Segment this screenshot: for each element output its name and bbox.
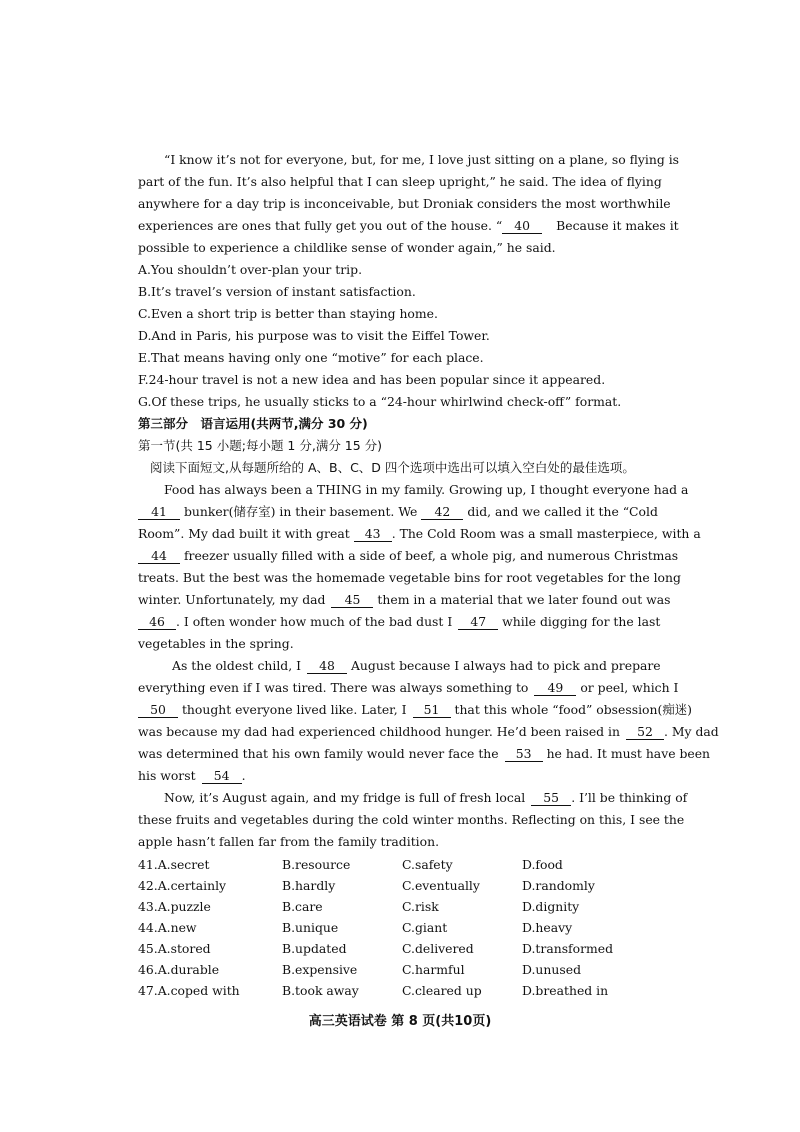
option-43-a: 43.A.puzzle (138, 899, 211, 914)
option-42-d: D.randomly (522, 878, 595, 893)
choice-c: C.Even a short trip is better than staying home. (138, 306, 438, 321)
passage-line: anywhere for a day trip is inconceivable, but Droniak considers the most worthwhile (138, 196, 671, 211)
cloze-line: everything even if I was tired. There was always something to 49 or peel, which I (138, 680, 679, 695)
choice-b: B.It’s travel’s version of instant satisfaction. (138, 284, 416, 299)
blank-42: 42 (421, 505, 463, 520)
blank-45: 45 (331, 593, 373, 608)
cloze-line: As the oldest child, I 48 August because I always had to pick and prepare (172, 658, 661, 673)
cloze-line: 41 bunker(储存室) in their basement. We 42 did, and we called it the “Cold (138, 504, 653, 520)
blank-50: 50 (138, 703, 178, 718)
option-46-b: B.expensive (282, 962, 358, 977)
blank-40: 40 (502, 219, 542, 234)
blank-47: 47 (458, 615, 498, 630)
option-46-c: C.harmful (402, 962, 465, 977)
cloze-line: treats. But the best was the homemade vegetable bins for root vegetables for the long (138, 570, 681, 585)
option-41-c: C.safety (402, 857, 453, 872)
option-44-c: C.giant (402, 920, 448, 935)
blank-41: 41 (138, 505, 180, 520)
blank-43: 43 (354, 527, 392, 542)
blank-53: 53 (505, 747, 543, 762)
option-47-c: C.cleared up (402, 983, 482, 998)
blank-51: 51 (413, 703, 451, 718)
blank-48: 48 (307, 659, 347, 674)
choice-e: E.That means having only one “motive” for each place. (138, 350, 484, 365)
option-41-b: B.resource (282, 857, 351, 872)
part3-header: 第三部分 语言运用(共两节,满分 30 分) (138, 416, 368, 431)
choice-a: A.You shouldn’t over-plan your trip. (138, 262, 363, 277)
cloze-line: Food has always been a THING in my family. Growing up, I thought everyone had a (164, 482, 689, 497)
option-43-b: B.care (282, 899, 323, 914)
cloze-line: 44 freezer usually filled with a side of beef, a whole pig, and numerous Christmas (138, 548, 653, 564)
option-41-d: D.food (522, 857, 563, 872)
cloze-line: 50 thought everyone lived like. Later, I 51 that this whole “food” obsession(痴迷) (138, 702, 653, 718)
cloze-line: Room”. My dad built it with great 43 . The Cold Room was a small masterpiece, with a (138, 526, 701, 541)
option-46-a: 46.A.durable (138, 962, 220, 977)
cloze-line: these fruits and vegetables during the cold winter months. Reflecting on this, I see the (138, 812, 685, 827)
instructions: 阅读下面短文,从每题所给的 A、B、C、D 四个选项中选出可以填入空白处的最佳选项。 (150, 460, 635, 475)
option-47-a: 47.A.coped with (138, 983, 240, 998)
option-44-d: D.heavy (522, 920, 573, 935)
blank-54: 54 (202, 769, 242, 784)
blank-49: 49 (534, 681, 576, 696)
option-45-b: B.updated (282, 941, 347, 956)
cloze-line: apple hasn’t fallen far from the family tradition. (138, 834, 440, 849)
cloze-line: Now, it’s August again, and my fridge is full of fresh local 55 . I’ll be thinking of (164, 790, 688, 805)
blank-55: 55 (531, 791, 571, 806)
passage-line: experiences are ones that fully get you out of the house. “ 40 Because it makes it (138, 218, 679, 233)
passage-line: possible to experience a childlike sense of wonder again,” he said. (138, 240, 556, 255)
option-44-a: 44.A.new (138, 920, 197, 935)
passage-line: part of the fun. It’s also helpful that I can sleep upright,” he said. The idea of flying (138, 174, 662, 189)
cloze-line: 46 . I often wonder how much of the bad dust I 47 while digging for the last (138, 614, 653, 630)
option-42-a: 42.A.certainly (138, 878, 227, 893)
option-42-c: C.eventually (402, 878, 480, 893)
blank-46: 46 (138, 615, 176, 630)
choice-f: F.24-hour travel is not a new idea and has been popular since it appeared. (138, 372, 606, 387)
section1-header: 第一节(共 15 小题;每小题 1 分,满分 15 分) (138, 438, 383, 453)
option-43-d: D.dignity (522, 899, 580, 914)
option-46-d: D.unused (522, 962, 581, 977)
cloze-line: his worst 54 . (138, 768, 246, 783)
option-47-d: D.breathed in (522, 983, 609, 998)
option-45-d: D.transformed (522, 941, 614, 956)
option-45-a: 45.A.stored (138, 941, 211, 956)
blank-44: 44 (138, 549, 180, 564)
cloze-line: was because my dad had experienced childhood hunger. He’d been raised in 52 . My dad (138, 724, 719, 739)
choice-g: G.Of these trips, he usually sticks to a “24-hour whirlwind check-off” format. (138, 394, 622, 409)
option-43-c: C.risk (402, 899, 439, 914)
passage-line: “I know it’s not for everyone, but, for me, I love just sitting on a plane, so flying is (164, 152, 680, 167)
blank-52: 52 (626, 725, 664, 740)
option-47-b: B.took away (282, 983, 359, 998)
option-41-a: 41.A.secret (138, 857, 210, 872)
cloze-line: winter. Unfortunately, my dad 45 them in a material that we later found out was (138, 592, 671, 607)
cloze-line: vegetables in the spring. (138, 636, 294, 651)
choice-d: D.And in Paris, his purpose was to visit the Eiffel Tower. (138, 328, 490, 343)
cloze-line: was determined that his own family would never face the 53 he had. It must have been (138, 746, 711, 761)
option-44-b: B.unique (282, 920, 339, 935)
option-45-c: C.delivered (402, 941, 474, 956)
page-footer: 高三英语试卷 第 8 页(共10页) (308, 1014, 492, 1029)
option-42-b: B.hardly (282, 878, 336, 893)
